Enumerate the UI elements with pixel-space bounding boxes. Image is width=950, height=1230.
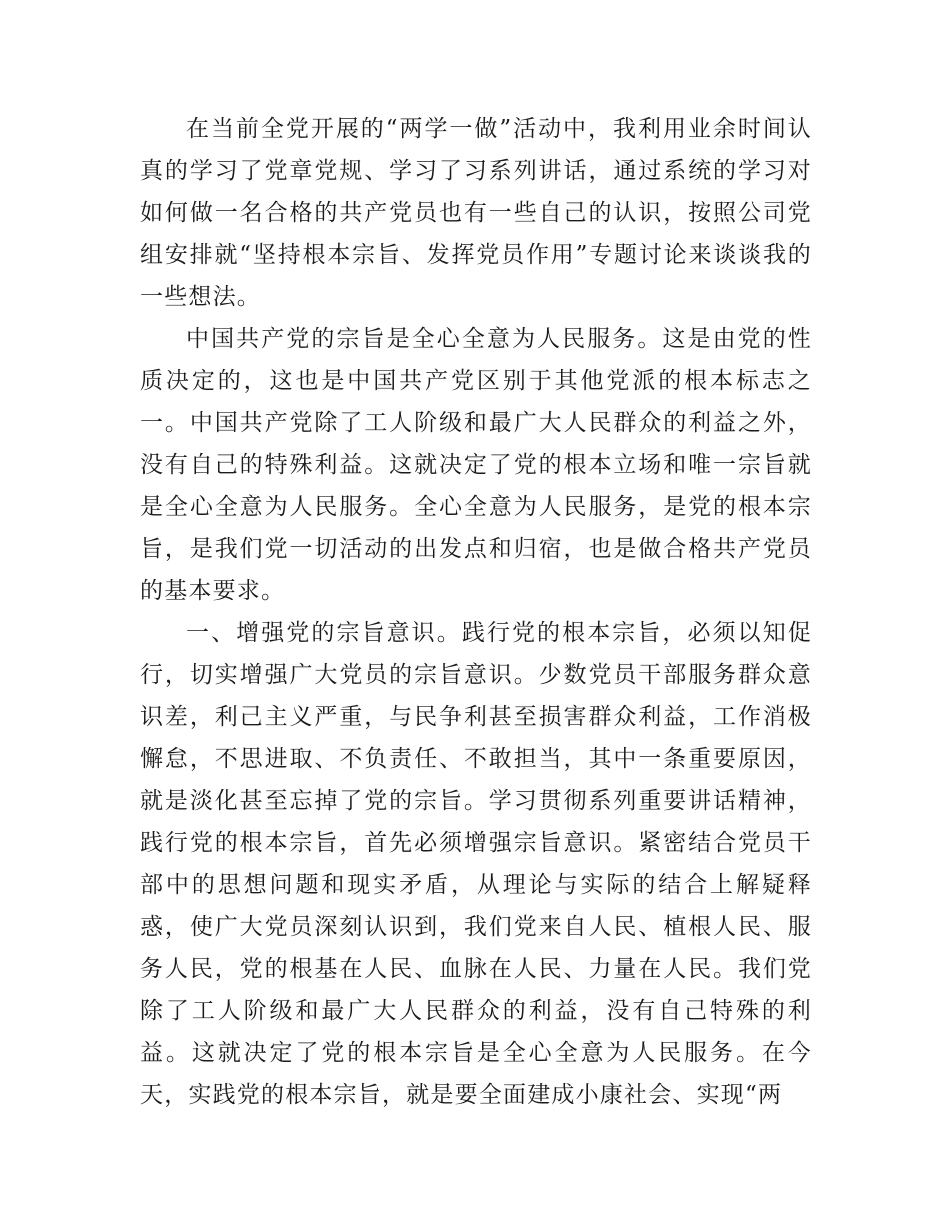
paragraph-intro: 在当前全党开展的“两学一做”活动中，我利用业余时间认真的学习了党章党规、学习了习系列讲话，通过系统的学习对如何做一名合格的共产党员也有一些自己的认识，按照公司党组安排就“坚持根本宗旨、发挥党员作用”专题讨论来谈谈我的一些想法。: [140, 116, 812, 310]
paragraph-party-purpose: 中国共产党的宗旨是全心全意为人民服务。这是由党的性质决定的，这也是中国共产党区别于其他党派的根本标志之一。中国共产党除了工人阶级和最广大人民群众的利益之外，没有自己的特殊利益。这就决定了党的根本立场和唯一宗旨就是全心全意为人民服务。全心全意为人民服务，是党的根本宗旨，是我们党一切活动的出发点和归宿，也是做合格共产党员的基本要求。: [140, 326, 812, 604]
paragraph-section-one: 一、增强党的宗旨意识。践行党的根本宗旨，必须以知促行，切实增强广大党员的宗旨意识。少数党员干部服务群众意识差，利己主义严重，与民争利甚至损害群众利益，工作消极懈怠，不思进取、不负责任、不敢担当，其中一条重要原因，就是淡化甚至忘掉了党的宗旨。学习贯彻系列重要讲话精神，践行党的根本宗旨，首先必须增强宗旨意识。紧密结合党员干部中的思想问题和现实矛盾，从理论与实际的结合上解疑释惑，使广大党员深刻认识到，我们党来自人民、植根人民、服务人民，党的根基在人民、血脉在人民、力量在人民。我们党除了工人阶级和最广大人民群众的利益，没有自己特殊的利益。这就决定了党的根本宗旨是全心全意为人民服务。在今天，实践党的根本宗旨，就是要全面建成小康社会、实现“两: [140, 620, 812, 1108]
document-body: [140, 108, 812, 1116]
